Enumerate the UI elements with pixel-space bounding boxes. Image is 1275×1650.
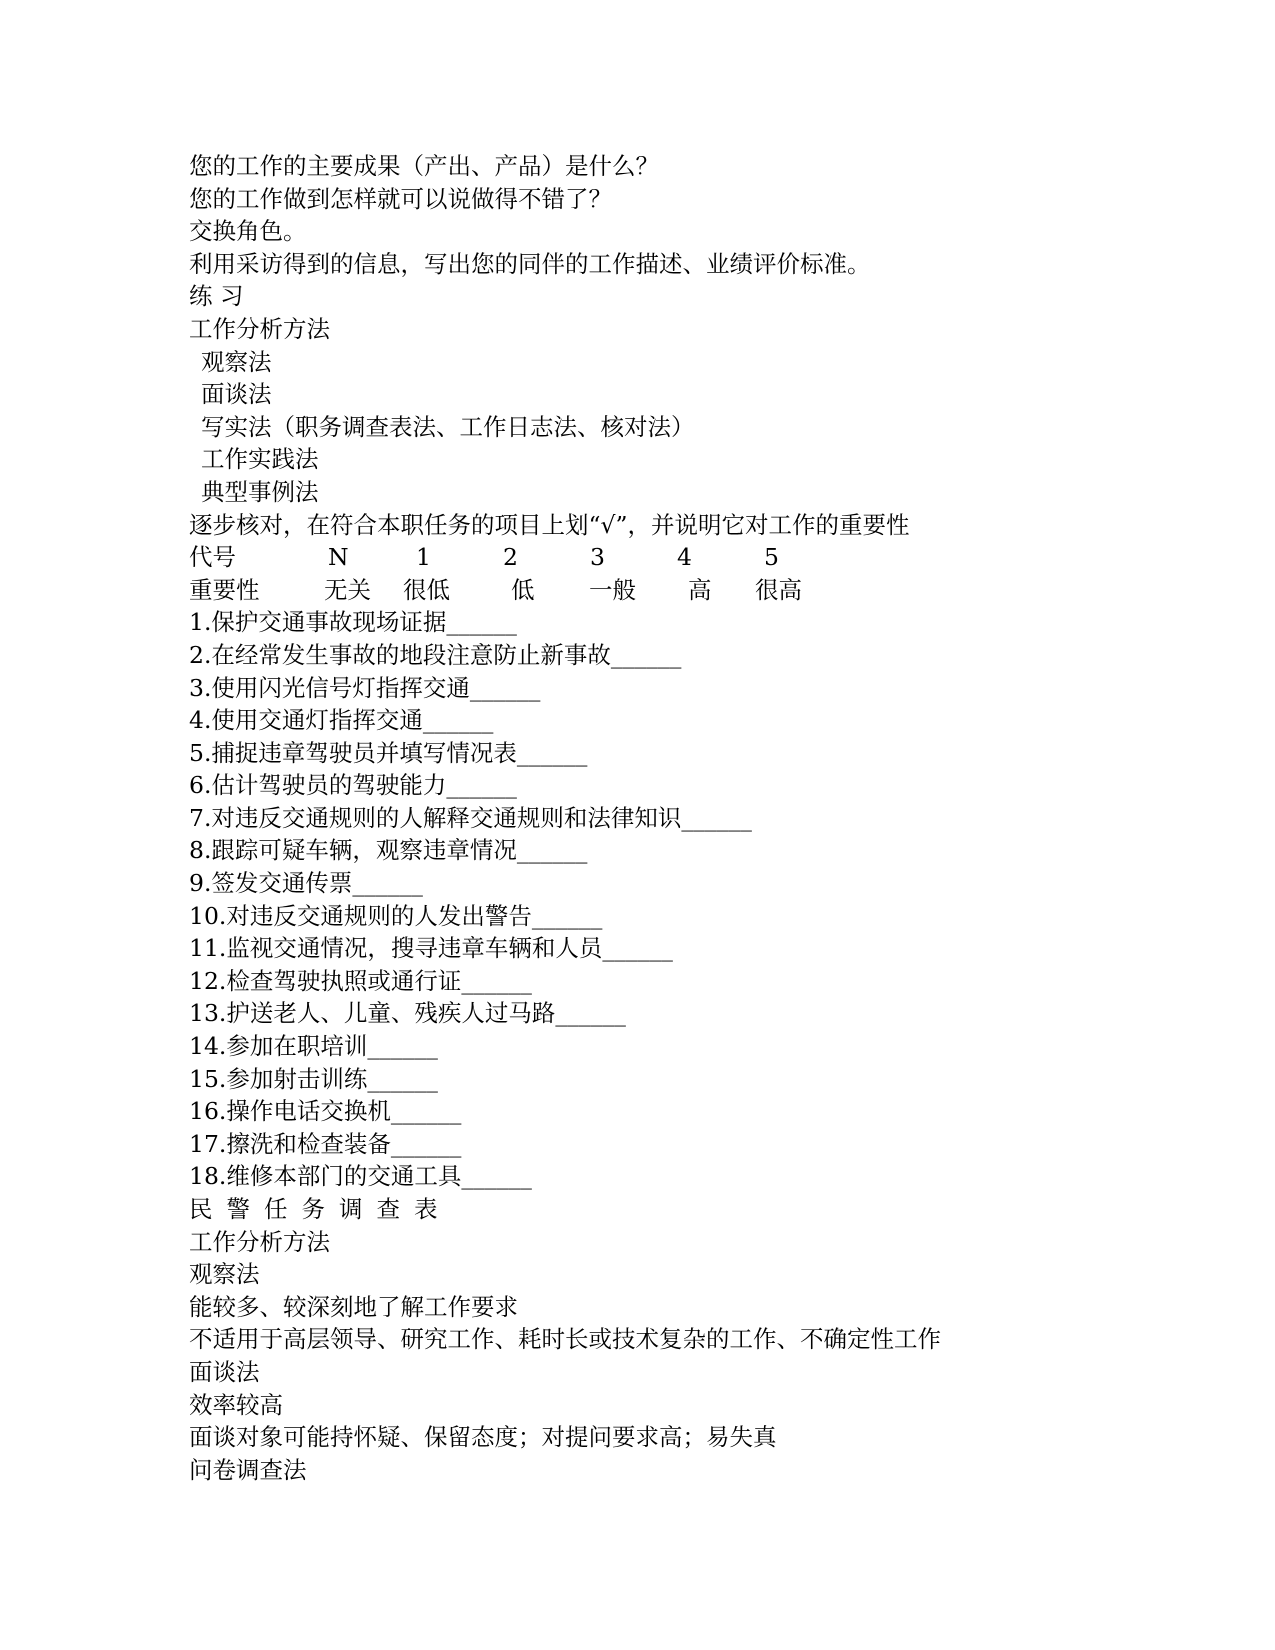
task-item: 4.使用交通灯指挥交通______	[189, 706, 494, 735]
observation-pro: 能较多、较深刻地了解工作要求	[189, 1292, 518, 1321]
task-item: 17.擦洗和检查装备______	[189, 1129, 462, 1158]
scale-importance-label: 重要性	[189, 575, 260, 604]
scale-code: 1	[416, 543, 431, 572]
observation-con: 不适用于高层领导、研究工作、耗时长或技术复杂的工作、不确定性工作	[189, 1325, 941, 1354]
instruction: 逐步核对，在符合本职任务的项目上划“√”，并说明它对工作的重要性	[189, 510, 910, 539]
interview-con: 面谈对象可能持怀疑、保留态度；对提问要求高；易失真	[189, 1423, 777, 1452]
method-item: 写实法（职务调查表法、工作日志法、核对法）	[201, 412, 695, 441]
survey-title: 民警任务调查表	[189, 1195, 452, 1223]
scale-level: 无关	[324, 575, 371, 604]
task-item: 12.检查驾驶执照或通行证______	[189, 966, 532, 995]
scale-code: N	[328, 543, 349, 572]
intro-line: 您的工作做到怎样就可以说做得不错了？	[189, 184, 612, 213]
scale-code: 4	[677, 543, 692, 572]
questionnaire-name: 问卷调查法	[189, 1455, 307, 1484]
scale-level: 一般	[589, 575, 636, 604]
scale-level: 很低	[403, 575, 450, 604]
scale-level-row	[189, 574, 1189, 607]
task-item: 14.参加在职培训______	[189, 1032, 438, 1061]
scale-code: 3	[590, 543, 605, 572]
task-item: 10.对违反交通规则的人发出警告______	[189, 901, 603, 930]
scale-level: 很高	[755, 575, 802, 604]
scale-code: 5	[764, 543, 779, 572]
task-item: 11.监视交通情况，搜寻违章车辆和人员______	[189, 934, 673, 963]
scale-code-label: 代号	[189, 543, 236, 572]
task-item: 18.维修本部门的交通工具______	[189, 1162, 532, 1191]
task-item: 3.使用闪光信号灯指挥交通______	[189, 673, 541, 702]
document-body	[189, 150, 1189, 1486]
task-item: 8.跟踪可疑车辆，观察违章情况______	[189, 836, 588, 865]
observation-name: 观察法	[189, 1260, 260, 1289]
method-item: 工作实践法	[201, 445, 319, 474]
task-item: 9.签发交通传票______	[189, 869, 423, 898]
task-item: 15.参加射击训练______	[189, 1064, 438, 1093]
intro-line: 您的工作的主要成果（产出、产品）是什么？	[189, 152, 659, 180]
interview-pro: 效率较高	[189, 1390, 283, 1419]
scale-code-row	[189, 541, 1189, 574]
task-item: 16.操作电话交换机______	[189, 1097, 462, 1126]
methods-title: 工作分析方法	[189, 314, 330, 343]
method-item: 观察法	[201, 347, 272, 376]
task-item: 13.护送老人、儿童、残疾人过马路______	[189, 999, 626, 1028]
task-item: 6.估计驾驶员的驾驶能力______	[189, 771, 517, 800]
task-item: 5.捕捉违章驾驶员并填写情况表______	[189, 738, 588, 767]
methods-title-2: 工作分析方法	[189, 1227, 330, 1256]
intro-line: 交换角色。	[189, 217, 307, 246]
exercise-title: 练 习	[189, 282, 244, 311]
task-item: 1.保护交通事故现场证据______	[189, 608, 517, 637]
scale-level: 低	[511, 575, 535, 604]
task-item: 7.对违反交通规则的人解释交通规则和法律知识______	[189, 803, 752, 832]
intro-line: 利用采访得到的信息，写出您的同伴的工作描述、业绩评价标准。	[189, 249, 871, 278]
scale-level: 高	[688, 575, 712, 604]
interview-name: 面谈法	[189, 1357, 260, 1386]
task-item: 2.在经常发生事故的地段注意防止新事故______	[189, 640, 682, 669]
method-item: 面谈法	[201, 380, 272, 409]
method-item: 典型事例法	[201, 477, 319, 506]
scale-code: 2	[503, 543, 518, 572]
